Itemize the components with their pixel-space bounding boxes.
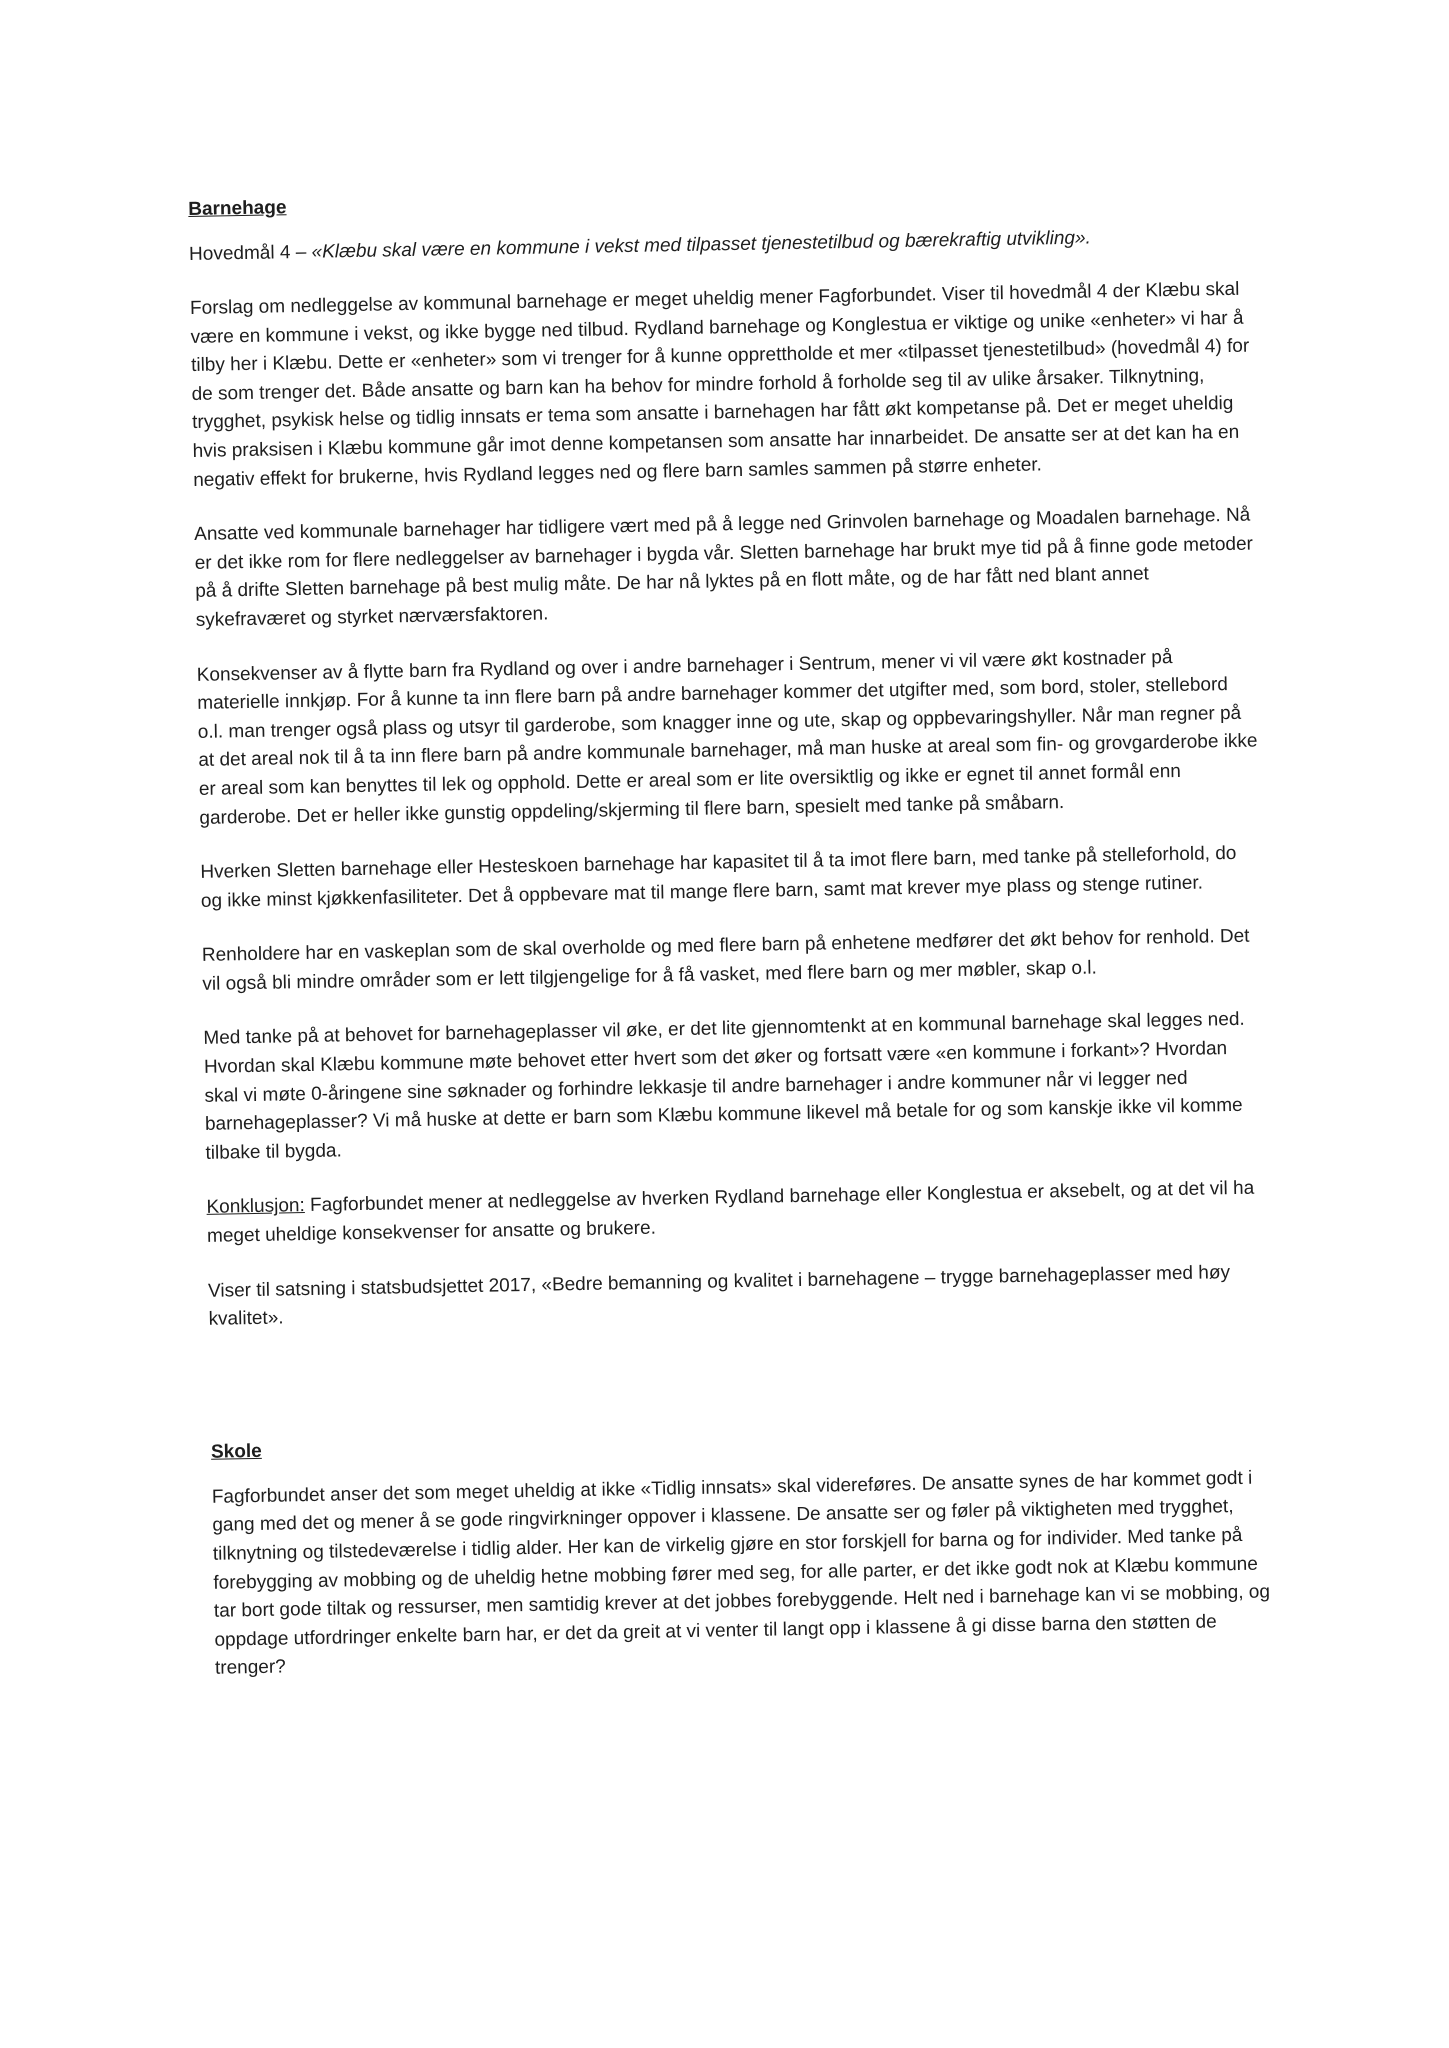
- goal-statement: [189, 222, 1249, 269]
- paragraph-statsbudsjett: Viser til satsning i statsbudsjettet 2017, «Bedre bemanning og kvalitet i barnehagene – trygge barnehageplasser med høy kvalitet».: [207, 1261, 1231, 1331]
- paragraph-tidlig-innsats: Fagforbundet anser det som meget uheldig at ikke «Tidlig innsats» skal videreføres. De ansatte synes de har kommet godt i gang med det og mener å se gode ringvirkninger oppover i klassene. De ansatte ser og føler på viktigheten med trygghet, tilknytning og tilstedeværelse i tidlig alder. Her kan de virkelig gjøre en stor forskjell for barna og for individer. Med tanke på forebygging av mobbing og de uheldig hetne mobbing fører med seg, for alle parter, er det ikke godt nok at Klæbu kommune tar bort gode tiltak og ressurser, men samtidig krever at det jobbes forebyggende. Helt ned i barnehage kan vi se mobbing, og oppdage utfordringer enkelte barn har, er det da greit at vi venter til langt opp i klassene å gi disse barna den støtten de trenger?: [211, 1467, 1271, 1680]
- paragraph-konsekvenser: Konsekvenser av å flytte barn fra Rydland og over i andre barnehager i Sentrum, mener vi vil være økt kostnader på materielle innkjøp. For å kunne ta inn flere barn på andre barnehager kommer det utgifter med, som bord, stoler, stellebord o.l. man trenger også plass og utsyr til garderobe, som knagger inne og ute, skap og oppbevaringshyller. Når man regner på at det areal nok til å ta inn flere barn på andre kommunale barnehager, må man huske at areal som fin- og grovgarderobe ikke er areal som kan benyttes til lek og opphold. Dette er areal som er lite oversiktlig og ikke er egnet til annet formål enn garderobe. Det er heller ikke gunstig oppdeling/skjerming til flere barn, spesielt med tanke på småbarn.: [196, 646, 1258, 829]
- paragraph-konklusjon: [206, 1175, 1267, 1252]
- section-heading-skole: Skole: [210, 1440, 262, 1463]
- goal-prefix: Hovedmål 4 –: [188, 241, 312, 265]
- paragraph-behov: Med tanke på at behovet for barnehageplasser vil øke, er det lite gjennomtenkt at en kommunal barnehage skal legges ned. Hvordan skal Klæbu kommune møte behovet etter hvert som det øker og fortsatt være «en kommune i forkant»? Hvordan skal vi møte 0-åringene sine søknader og forhindre lekkasje til andre barnehager i andre kommuner når vi legger ned barnehageplasser? Vi må huske at dette er barn som Klæbu kommune likevel må betale for og som kanskje ikke vil komme tilbake til bygda.: [203, 1009, 1245, 1164]
- section-heading-barnehage: Barnehage: [188, 197, 287, 220]
- paragraph-nedleggelse: Forslag om nedleggelse av kommunal barnehage er meget uheldig mener Fagforbundet. Viser til hovedmål 4 der Klæbu skal være en kommune i vekst, og ikke bygge ned tilbud. Rydland barnehage og Konglestua er viktige og unike «enheter» vi har å tilby her i Klæbu. Dette er «enheter» som vi trenger for å kunne opprettholde et mer «tilpasset tjenestetilbud» (hovedmål 4) for de som trenger det. Både ansatte og barn kan ha behov for mindre forhold å forholde seg til av ulike årsaker. Tilknytning, trygghet, psykisk helse og tidlig innsats er tema som ansatte i barnehagen har fått økt kompetanse på. Det er meget uheldig hvis praksisen i Klæbu kommune går imot denne kompetansen som ansatte har innarbeidet. De ansatte ser at det kan ha en negativ effekt for brukerne, hvis Rydland legges ned og flere barn samles sammen på større enheter.: [189, 278, 1250, 491]
- conclusion-label: Konklusjon:: [206, 1195, 305, 1219]
- paragraph-kapasitet: Hverken Sletten barnehage eller Hesteskoen barnehage har kapasitet til å ta imot flere barn, med tanke på stelleforhold, do og ikke minst kjøkkenfasiliteter. Det å oppbevare mat til mange flere barn, samt mat krever mye plass og stenge rutiner.: [200, 842, 1237, 912]
- paragraph-renhold: Renholdere har en vaskeplan som de skal overholde og med flere barn på enhetene medfører det økt behov for renhold. Det vil også bli mindre områder som er lett tilgjengelige for å få vasket, med flere barn og mer møbler, skap o.l.: [201, 925, 1250, 995]
- scanned-text-block: [188, 177, 1276, 1710]
- goal-quote: «Klæbu skal være en kommune i vekst med tilpasset tjenestetilbud og bærekraftig utvikling».: [311, 227, 1092, 263]
- paragraph-tidligere-nedleggelser: Ansatte ved kommunale barnehager har tidligere vært med på å legge ned Grinvolen barnehage og Moadalen barnehage. Nå er det ikke rom for flere nedleggelser av barnehager i bygda vår. Sletten barnehage har brukt mye tid på å finne gode metoder på å drifte Sletten barnehage på best mulig måte. De har nå lyktes på en flott måte, og de har fått ned blant annet sykefraværet og styrket nærværsfaktoren.: [194, 504, 1254, 631]
- conclusion-text: Fagforbundet mener at nedleggelse av hverken Rydland barnehage eller Konglestua er aksebelt, og at det vil ha meget uheldige konsekvenser for ansatte og brukere.: [206, 1178, 1255, 1247]
